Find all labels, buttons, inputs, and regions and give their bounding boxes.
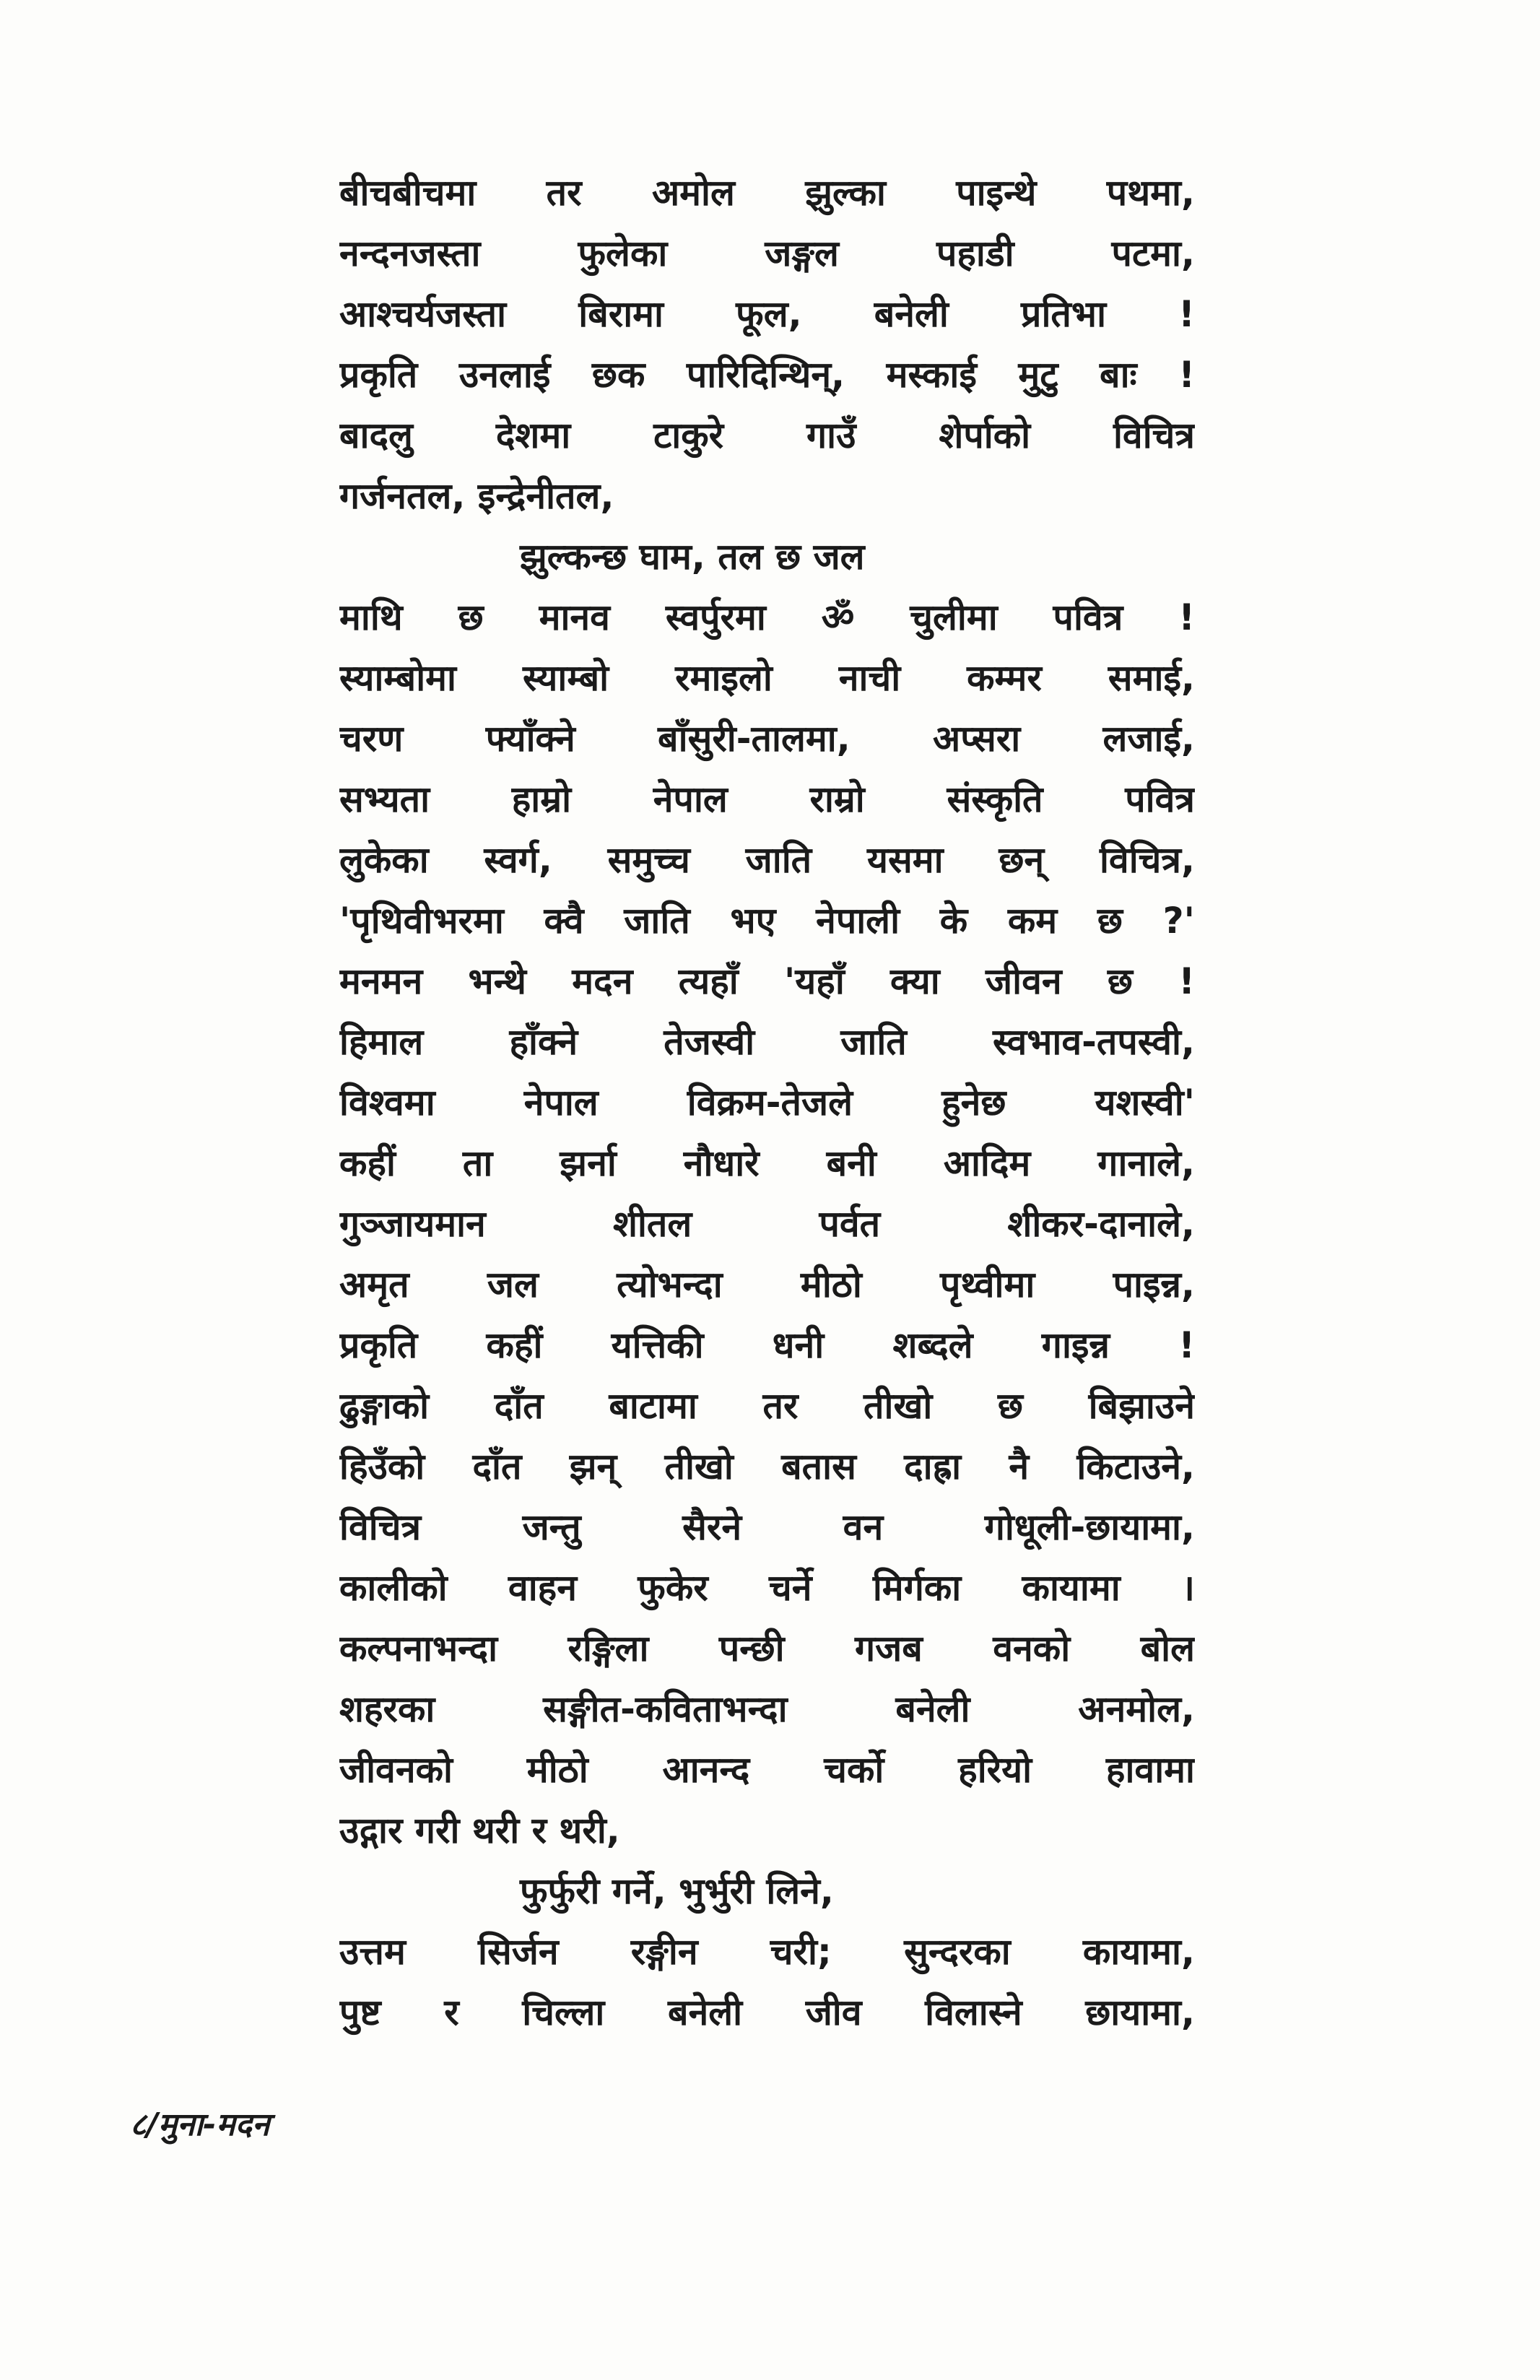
poem-line: जीवनको मीठो आनन्द चर्को हरियो हावामा bbox=[339, 1749, 1195, 1791]
poem-line: झुल्कन्छ घाम, तल छ जल bbox=[520, 536, 865, 578]
poem-line: ढुङ्गाको दाँत बाटामा तर तीखो छ बिझाउने bbox=[339, 1385, 1195, 1427]
poem-line: बादलु देशमा टाकुरे गाउँ शेर्पाको विचित्र bbox=[339, 414, 1195, 456]
poem-line: गुञ्जायमान शीतल पर्वत शीकर-दानाले, bbox=[339, 1203, 1195, 1245]
poem-line: कल्पनाभन्दा रङ्गिला पन्छी गजब वनको बोल bbox=[339, 1628, 1195, 1669]
poem-line: स्याम्बोमा स्याम्बो रमाइलो नाची कम्मर समाई, bbox=[339, 657, 1195, 699]
poem-line: विचित्र जन्तु सैरने वन गोधूली-छायामा, bbox=[339, 1506, 1195, 1548]
poem-line: प्रकृति उनलाई छक पारिदिन्थिन्, मस्काई मुटु बाः ! bbox=[339, 354, 1195, 396]
poem-line: फुर्फुरी गर्ने, भुर्भुरी लिने, bbox=[520, 1870, 834, 1912]
poem-line: उत्तम सिर्जन रङ्गीन चरी; सुन्दरका कायामा, bbox=[339, 1931, 1195, 1973]
poem-line: उद्गार गरी थरी र थरी, bbox=[339, 1810, 620, 1851]
poem-line: नन्दनजस्ता फुलेका जङ्गल पहाडी पटमा, bbox=[339, 233, 1195, 274]
poem-line: गर्जनतल, इन्द्रेनीतल, bbox=[339, 475, 614, 517]
poem-line: माथि छ मानव स्वर्पुरमा ॐ चुलीमा पवित्र ! bbox=[339, 596, 1195, 638]
poem-line: विश्वमा नेपाल विक्रम-तेजले हुनेछ यशस्वी' bbox=[339, 1082, 1195, 1124]
page-footer: ८/मुना-मदन bbox=[130, 2106, 270, 2143]
poem-line: अमृत जल त्योभन्दा मीठो पृथ्वीमा पाइन्न, bbox=[339, 1264, 1195, 1306]
poem-line: मनमन भन्थे मदन त्यहाँ 'यहाँ क्या जीवन छ ! bbox=[339, 960, 1195, 1002]
poem-line: हिउँको दाँत झन् तीखो बतास दाह्रा नै किटाउने, bbox=[339, 1446, 1195, 1488]
poem-line: लुकेका स्वर्ग, समुच्च जाति यसमा छन् विचित्र, bbox=[339, 839, 1195, 881]
poem-text bbox=[339, 162, 1195, 2043]
poem-line: पुष्ट र चिल्ला बनेली जीव विलास्ने छायामा, bbox=[339, 1992, 1195, 2033]
poem-line: सभ्यता हाम्रो नेपाल राम्रो संस्कृति पवित्र bbox=[339, 778, 1195, 820]
poem-line: कहीं ता झर्ना नौधारे बनी आदिम गानाले, bbox=[339, 1142, 1195, 1184]
poem-line: प्रकृति कहीं यत्तिकी धनी शब्दले गाइन्न ! bbox=[339, 1324, 1195, 1366]
poem-line: बीचबीचमा तर अमोल झुल्का पाइन्थे पथमा, bbox=[339, 172, 1195, 214]
poem-line: आश्चर्यजस्ता बिरामा फूल, बनेली प्रतिभा ! bbox=[339, 293, 1195, 335]
poem-line: चरण फ्याँक्ने बाँसुरी-तालमा, अप्सरा लजाई, bbox=[339, 718, 1195, 760]
poem-line: शहरका सङ्गीत-कविताभन्दा बनेली अनमोल, bbox=[339, 1688, 1195, 1730]
poem-line: 'पृथिवीभरमा क्वै जाति भए नेपाली के कम छ ?' bbox=[339, 900, 1195, 942]
poem-line: हिमाल हाँक्ने तेजस्वी जाति स्वभाव-तपस्वी, bbox=[339, 1021, 1195, 1063]
poem-line: कालीको वाहन फुकेर चर्ने मिर्गका कायामा । bbox=[339, 1567, 1195, 1609]
